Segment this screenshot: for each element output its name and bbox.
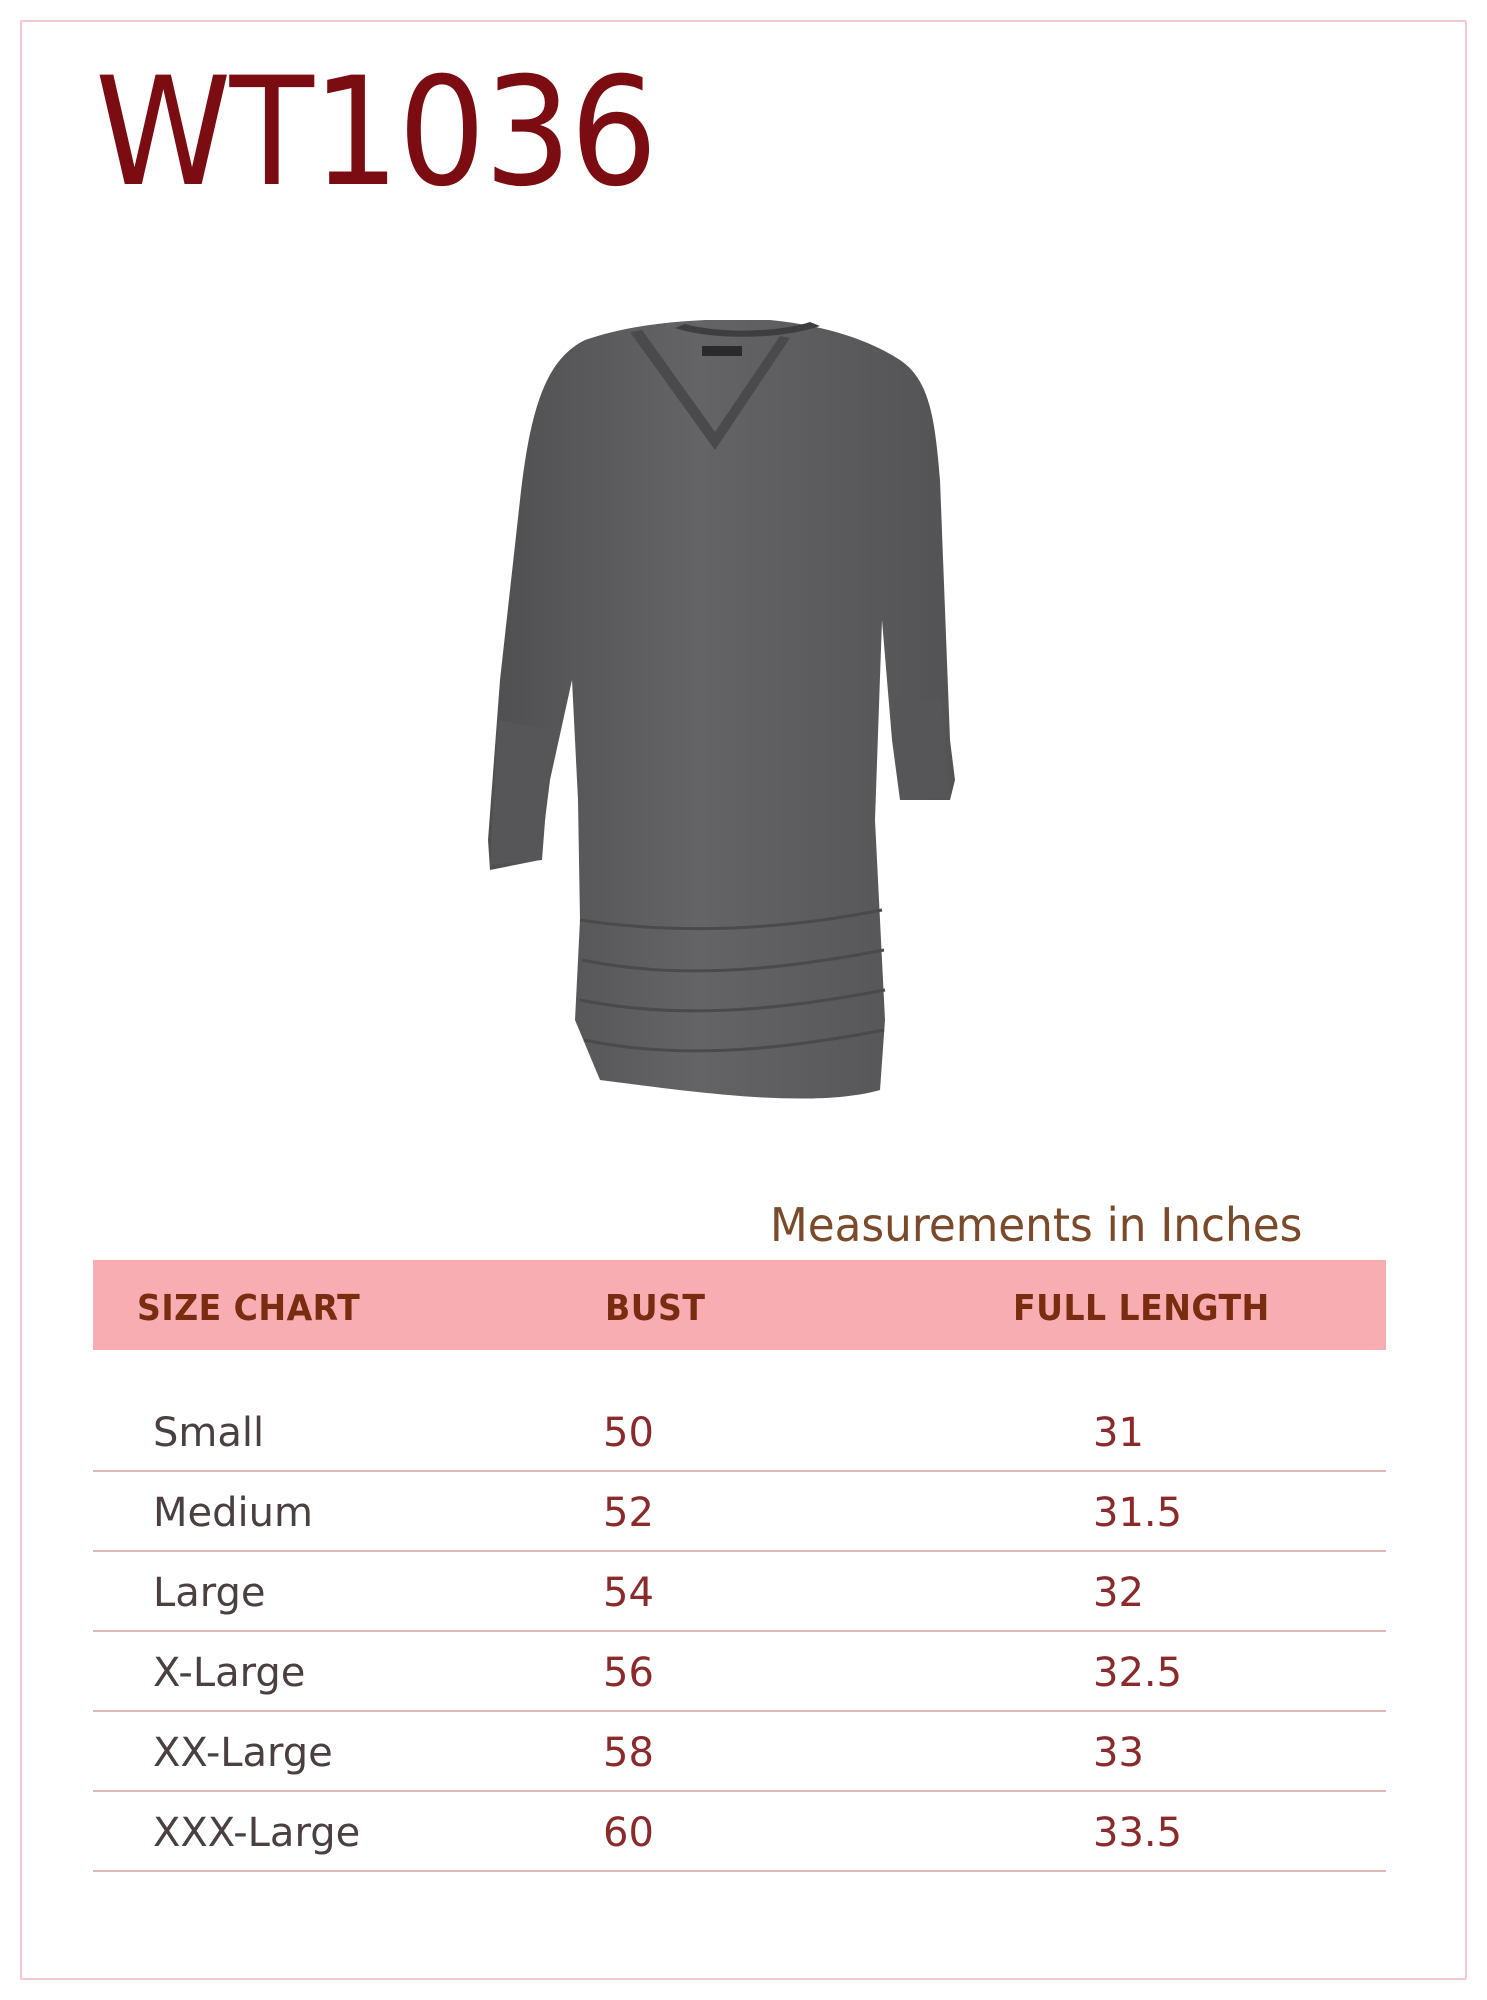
table-row bbox=[93, 1550, 1386, 1632]
header-size-chart: SIZE CHART bbox=[137, 1288, 361, 1329]
measurements-note: Measurements in Inches bbox=[770, 1198, 1303, 1252]
table-row bbox=[93, 1710, 1386, 1792]
size-cell: XX-Large bbox=[153, 1730, 333, 1776]
table-row bbox=[93, 1630, 1386, 1712]
length-cell: 31.5 bbox=[1093, 1490, 1183, 1536]
product-code-title: WT1036 bbox=[95, 46, 656, 220]
bust-cell: 56 bbox=[603, 1650, 654, 1696]
table-row bbox=[93, 1790, 1386, 1872]
size-cell: Medium bbox=[153, 1490, 313, 1536]
bust-cell: 60 bbox=[603, 1810, 654, 1856]
length-cell: 33 bbox=[1093, 1730, 1144, 1776]
header-full-length: FULL LENGTH bbox=[1013, 1288, 1270, 1329]
header-bust: BUST bbox=[605, 1288, 706, 1329]
bust-cell: 50 bbox=[603, 1410, 654, 1456]
length-cell: 32 bbox=[1093, 1570, 1144, 1616]
length-cell: 31 bbox=[1093, 1410, 1144, 1456]
bust-cell: 58 bbox=[603, 1730, 654, 1776]
length-cell: 32.5 bbox=[1093, 1650, 1183, 1696]
bust-cell: 54 bbox=[603, 1570, 654, 1616]
size-cell: XXX-Large bbox=[153, 1810, 361, 1856]
product-image bbox=[480, 320, 980, 1110]
size-cell: Large bbox=[153, 1570, 266, 1616]
bust-cell: 52 bbox=[603, 1490, 654, 1536]
size-table-header bbox=[93, 1260, 1386, 1350]
size-cell: X-Large bbox=[153, 1650, 306, 1696]
table-row bbox=[93, 1470, 1386, 1552]
length-cell: 33.5 bbox=[1093, 1810, 1183, 1856]
table-row bbox=[93, 1390, 1386, 1472]
size-cell: Small bbox=[153, 1410, 265, 1456]
shirt-illustration bbox=[480, 320, 980, 1110]
